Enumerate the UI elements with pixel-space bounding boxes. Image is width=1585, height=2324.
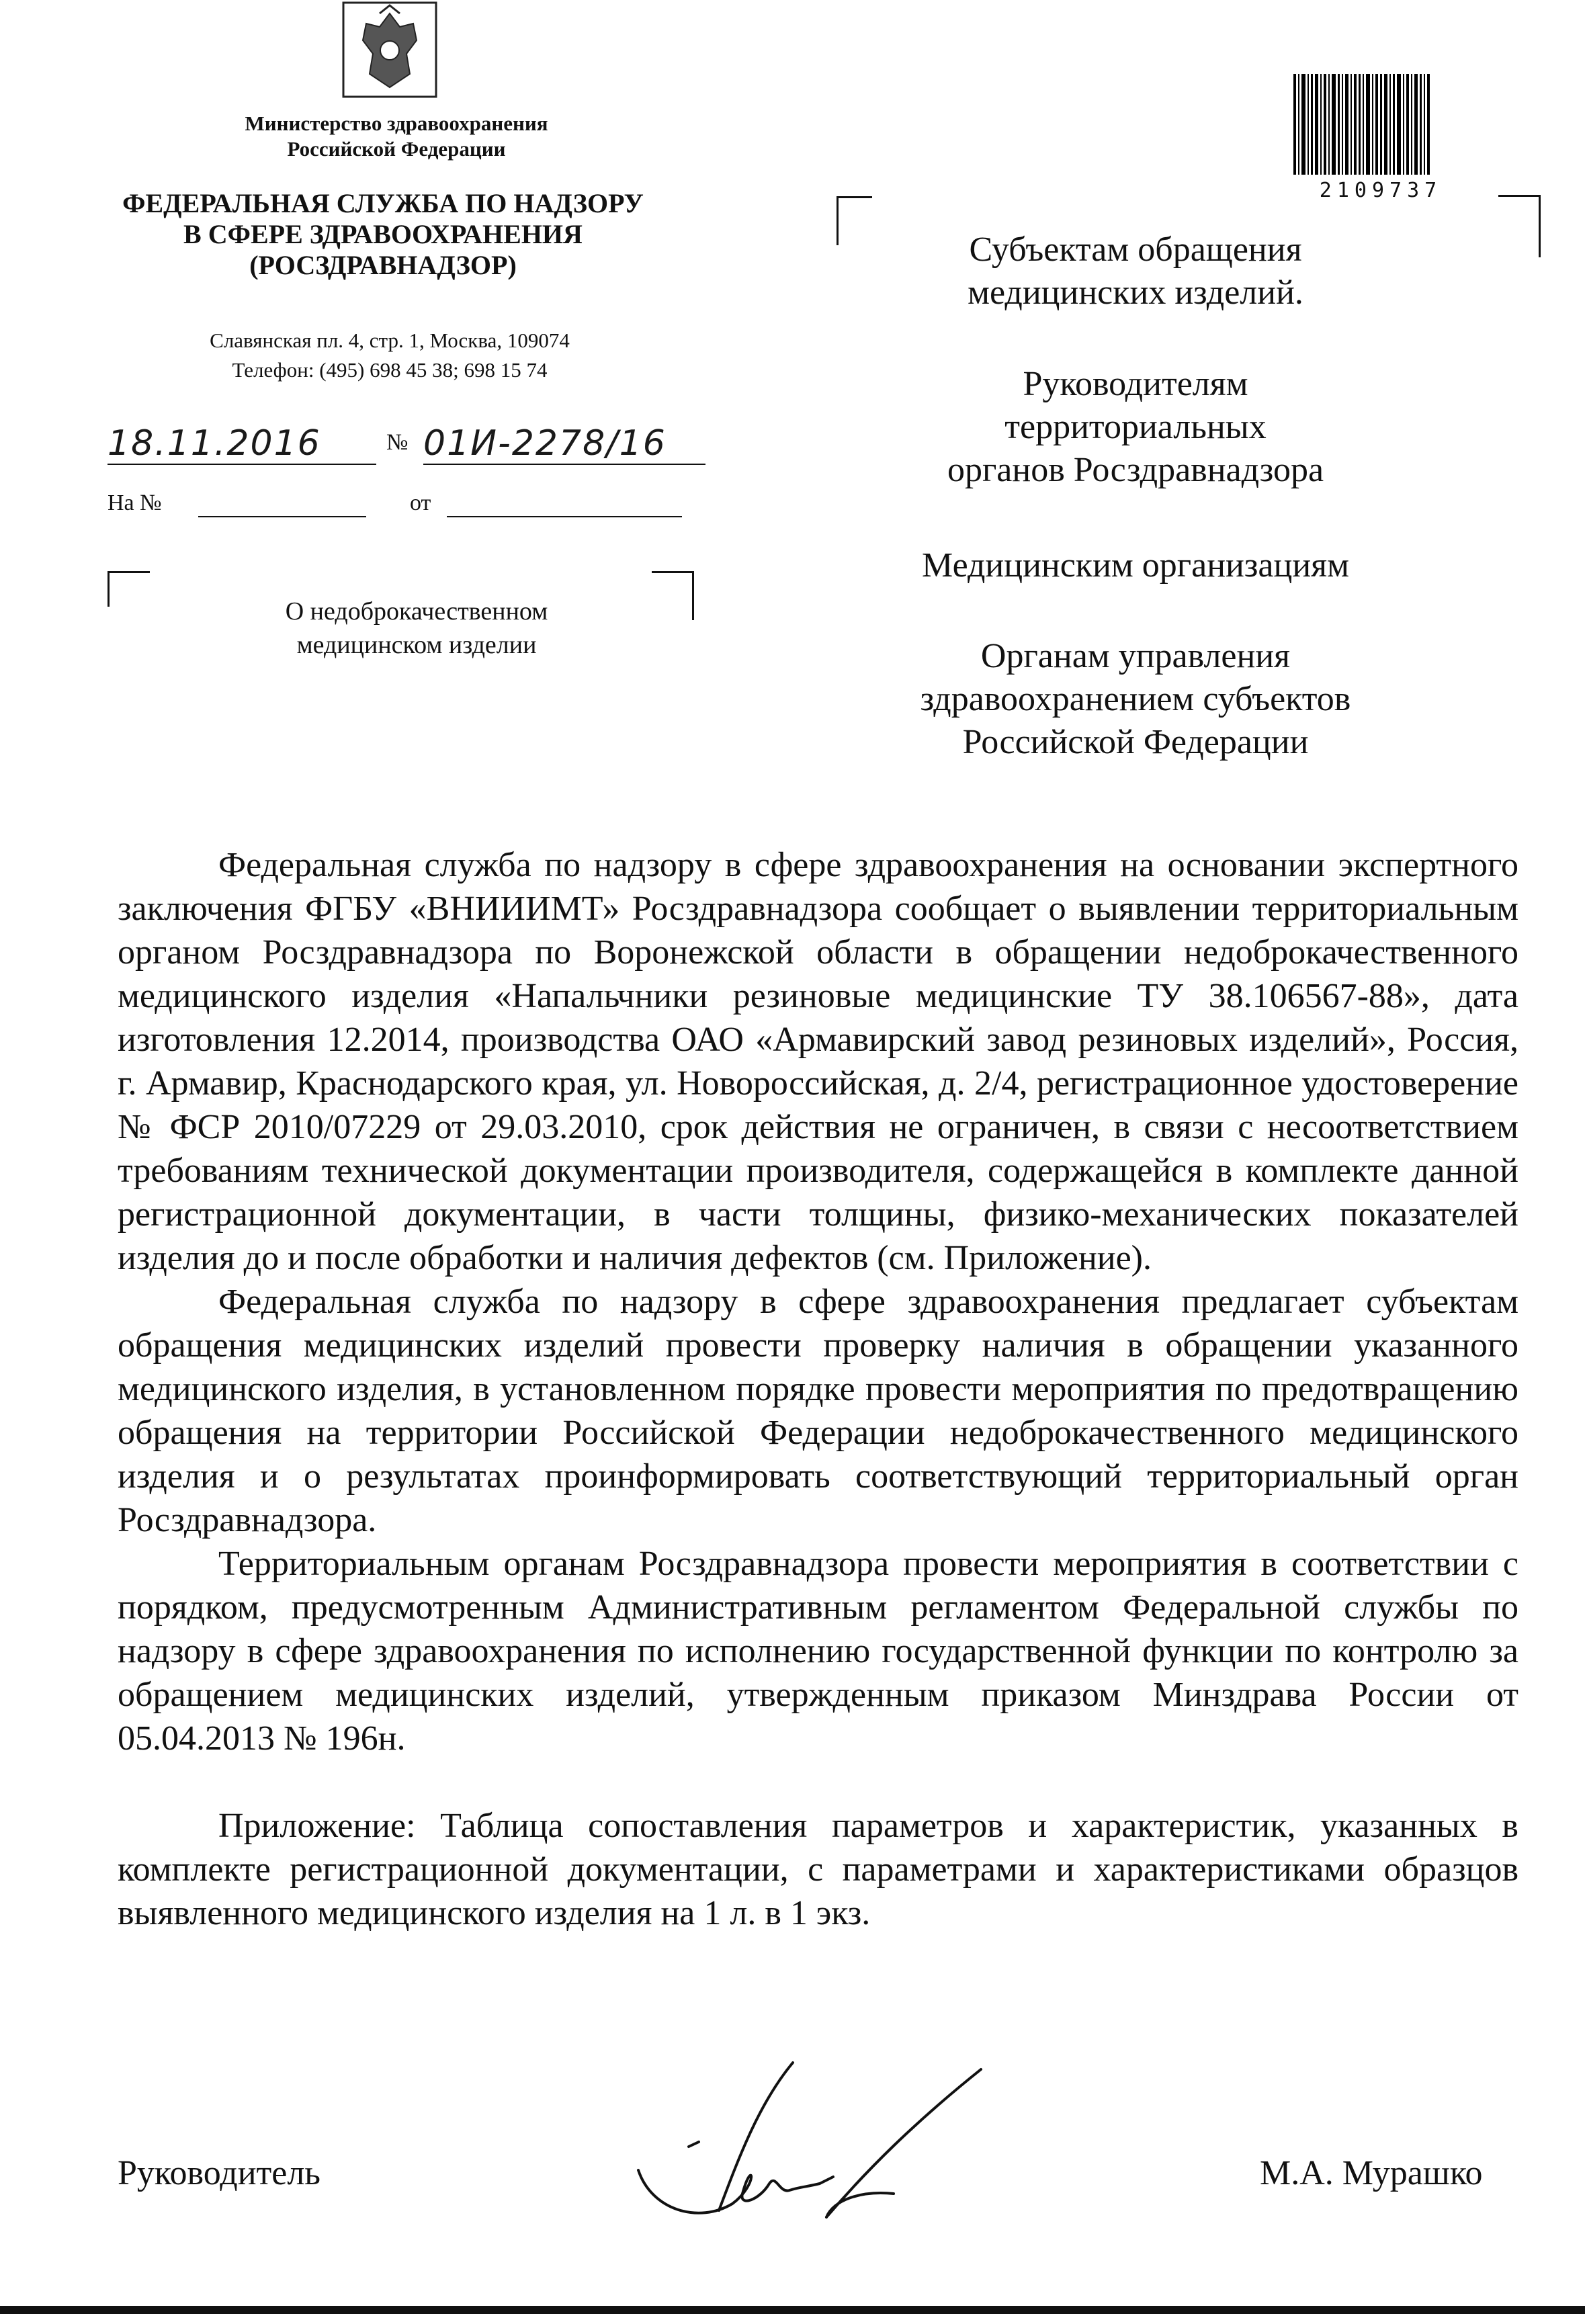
addressee-1-line1: Субъектам обращения xyxy=(969,230,1302,269)
number-sign: № xyxy=(386,430,409,455)
addressee-4-line3: Российской Федерации xyxy=(962,723,1309,761)
service-phone: Телефон: (495) 698 45 38; 698 15 74 xyxy=(232,358,548,382)
reference-number-blank xyxy=(198,497,366,517)
service-address: Славянская пл. 4, стр. 1, Москва, 109074 xyxy=(210,329,570,352)
bottom-rule xyxy=(0,2306,1585,2314)
addressee-4-line2: здравоохранением субъектов xyxy=(920,680,1351,718)
handwritten-signature xyxy=(625,2056,1001,2237)
body-paragraph-3: Территориальным органам Росздравнадзора провести мероприятия в соответствии с порядком, предусмотренным Административным регламентом Федеральной службы по надзору в сфере здравоохранения по исполнению государственной функции по контролю за обращением медицинских изделий, утвержденным приказом Минздрава России от 05.04.2013 № 196н. xyxy=(118,1545,1518,1758)
service-name-line1: ФЕДЕРАЛЬНАЯ СЛУЖБА ПО НАДЗОРУ xyxy=(122,188,644,218)
addressee-2-line3: органов Росздравнадзора xyxy=(947,451,1324,489)
addressee-1-line2: медицинских изделий. xyxy=(968,273,1303,312)
service-name-line2: В СФЕРЕ ЗДРАВООХРАНЕНИЯ xyxy=(183,219,583,249)
reference-number-label: На № xyxy=(108,490,162,515)
registration-number: 01И-2278/16 xyxy=(423,423,705,465)
subject-bracket-right xyxy=(652,571,694,620)
addressee-bracket-top-right xyxy=(1498,195,1541,257)
reference-date-blank xyxy=(447,497,682,517)
barcode-number: 2109737 xyxy=(1319,179,1443,202)
body-paragraph-1: Федеральная служба по надзору в сфере здравоохранения на основании экспертного заключения ФГБУ «ВНИИИМТ» Росздравнадзора сообщает о выявлении территориальным органом Росздравнадзора по Воронежской области в обращении недоброкачественного медицинского изделия «Напальчники резиновые медицинские ТУ 38.106567-88», дата изготовления 12.2014, производства ОАО «Армавирский завод резиновых изделий», Россия, г. Армавир, Краснодарского края, ул. Новороссийская, д. 2/4, регистрационное удостоверение № ФСР 2010/07229 от 29.03.2010, срок действия не ограничен, в связи с несоответствием требованиям технической документации производителя, содержащейся в комплекте данной регистрационной документации, в части толщины, физико-механических показателей изделия до и после обработки и наличия дефектов (см. Приложение). xyxy=(118,846,1518,1277)
subject-bracket-left xyxy=(108,571,150,607)
reference-line xyxy=(108,490,685,524)
letter-body xyxy=(118,843,1518,1935)
addressee-3-line1: Медицинским организациям xyxy=(922,546,1349,585)
appendix-paragraph: Приложение: Таблица сопоставления параметров и характеристик, указанных в комплекте регистрационной документации, с параметрами и характеристиками образцов выявленного медицинского изделия на 1 л. в 1 экз. xyxy=(118,1807,1518,1932)
subject-line2: медицинском изделии xyxy=(296,631,537,659)
addressee-2-line2: территориальных xyxy=(1004,408,1267,446)
ministry-name: Министерство здравоохранения xyxy=(245,112,548,135)
addressee-4-line1: Органам управления xyxy=(980,637,1291,675)
reference-from-label: от xyxy=(410,490,431,515)
barcode-bars xyxy=(1293,74,1468,175)
addressee-2-line1: Руководителям xyxy=(1023,365,1248,403)
registration-date: 18.11.2016 xyxy=(108,423,376,465)
ministry-country: Российской Федерации xyxy=(287,137,506,161)
body-paragraph-2: Федеральная служба по надзору в сфере здравоохранения предлагает субъектам обращения медицинских изделий провести проверку наличия в обращении указанного медицинского изделия, в установленном порядке провести мероприятия по предотвращению обращения на территории Российской Федерации недоброкачественного медицинского изделия и о результатах проинформировать соответствующий территориальный орган Росздравнадзора. xyxy=(118,1283,1518,1539)
subject-line1: О недоброкачественном xyxy=(285,597,548,626)
signatory-position: Руководитель xyxy=(118,2154,320,2192)
barcode xyxy=(1293,74,1468,202)
registration-line xyxy=(108,417,813,477)
signatory-name: М.А. Мурашко xyxy=(1260,2154,1483,2192)
service-name-line3: (РОСЗДРАВНАДЗОР) xyxy=(249,250,517,280)
coat-of-arms-emblem xyxy=(339,0,440,101)
addressee-bracket-top-left xyxy=(837,196,872,245)
